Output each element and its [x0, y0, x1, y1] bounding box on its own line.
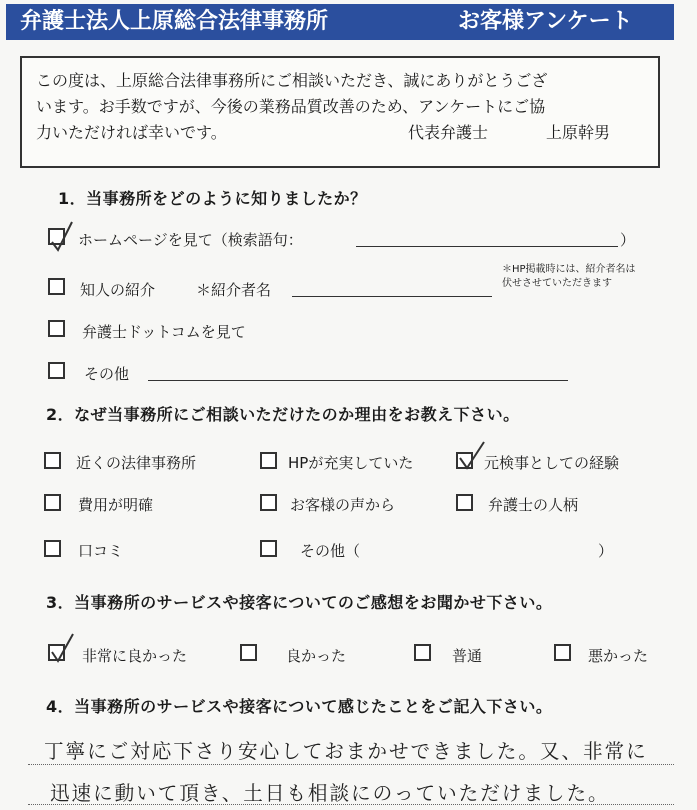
q4-answer-line-1[interactable]: 丁寧にご対応下さり安心しておまかせできました。又、非常に — [44, 739, 648, 763]
q1-other-label: その他 — [84, 365, 130, 383]
q1-other-checkbox[interactable] — [48, 362, 65, 379]
q1-note-line-2: 伏せさせていただきます — [502, 278, 612, 289]
intro-line-2: います。お手数ですが、今後の業務品質改善のため、アンケートにご協 — [36, 97, 546, 116]
q3-title: 3．当事務所のサービスや接客についてのご感想をお聞かせ下さい。 — [46, 593, 553, 612]
q1-referral-label: 知人の紹介 — [80, 281, 156, 299]
q3-bad-checkbox[interactable] — [554, 644, 571, 661]
representative-name: 上原幹男 — [546, 123, 611, 142]
q3-good-label: 良かった — [286, 647, 347, 665]
checkmark-icon — [50, 632, 76, 664]
firm-name: 弁護士法人上原総合法律事務所 — [20, 9, 329, 34]
survey-title: お客様アンケート — [458, 9, 633, 34]
q3-bad-label: 悪かった — [588, 647, 649, 665]
q4-title: 4．当事務所のサービスや接客について感じたことをご記入下さい。 — [46, 697, 553, 716]
q3-very-good-label: 非常に良かった — [82, 647, 188, 665]
q2-hp-label: HPが充実していた — [288, 454, 414, 472]
q1-bengo-label: 弁護士ドットコムを見て — [82, 323, 246, 341]
intro-line-3: 力いただければ幸いです。 — [36, 123, 227, 142]
intro-box — [20, 56, 660, 168]
q2-wom-checkbox[interactable] — [44, 540, 61, 557]
q2-prosecutor-label: 元検事としての経験 — [484, 454, 620, 472]
q2-hp-checkbox[interactable] — [260, 452, 277, 469]
q2-other-label: その他（ — [300, 542, 361, 560]
q1-search-term-line[interactable] — [356, 246, 618, 247]
q2-title: 2．なぜ当事務所にご相談いただけたのか理由をお教え下さい。 — [46, 405, 520, 424]
q2-other-close: ） — [598, 542, 614, 560]
q1-title: 1．当事務所をどのように知りましたか？ — [58, 189, 367, 208]
representative-title: 代表弁護士 — [408, 123, 489, 142]
q3-good-checkbox[interactable] — [240, 644, 257, 661]
q2-personality-checkbox[interactable] — [456, 494, 473, 511]
q1-referrer-label: ＊紹介者名 — [196, 281, 272, 299]
q4-answer-line-2[interactable]: 迅速に動いて頂き、土日も相談にのっていただけました。 — [50, 781, 610, 805]
q1-referral-checkbox[interactable] — [48, 278, 65, 295]
q1-note-line-1: ＊HP掲載時には、紹介者名は — [502, 264, 636, 275]
q2-personality-label: 弁護士の人柄 — [488, 496, 579, 514]
intro-line-1: この度は、上原総合法律事務所にご相談いただき、誠にありがとうござ — [36, 71, 548, 90]
q2-fee-label: 費用が明確 — [78, 496, 154, 514]
survey-header — [6, 4, 674, 40]
q2-voice-label: お客様の声から — [290, 496, 396, 514]
q2-wom-label: 口コミ — [78, 542, 124, 560]
q4-answer-guide-1 — [28, 764, 674, 765]
q2-voice-checkbox[interactable] — [260, 494, 277, 511]
q2-fee-checkbox[interactable] — [44, 494, 61, 511]
q2-near-checkbox[interactable] — [44, 452, 61, 469]
q1-bengo-checkbox[interactable] — [48, 320, 65, 337]
q1-homepage-label: ホームページを見て（検索語句： — [78, 231, 303, 249]
q3-normal-checkbox[interactable] — [414, 644, 431, 661]
q2-near-label: 近くの法律事務所 — [76, 454, 197, 472]
q1-referrer-line[interactable] — [292, 296, 492, 297]
q1-other-line[interactable] — [148, 380, 568, 381]
q2-other-checkbox[interactable] — [260, 540, 277, 557]
q3-normal-label: 普通 — [452, 647, 483, 665]
checkmark-icon — [50, 220, 74, 252]
q1-homepage-close: ） — [620, 231, 636, 249]
